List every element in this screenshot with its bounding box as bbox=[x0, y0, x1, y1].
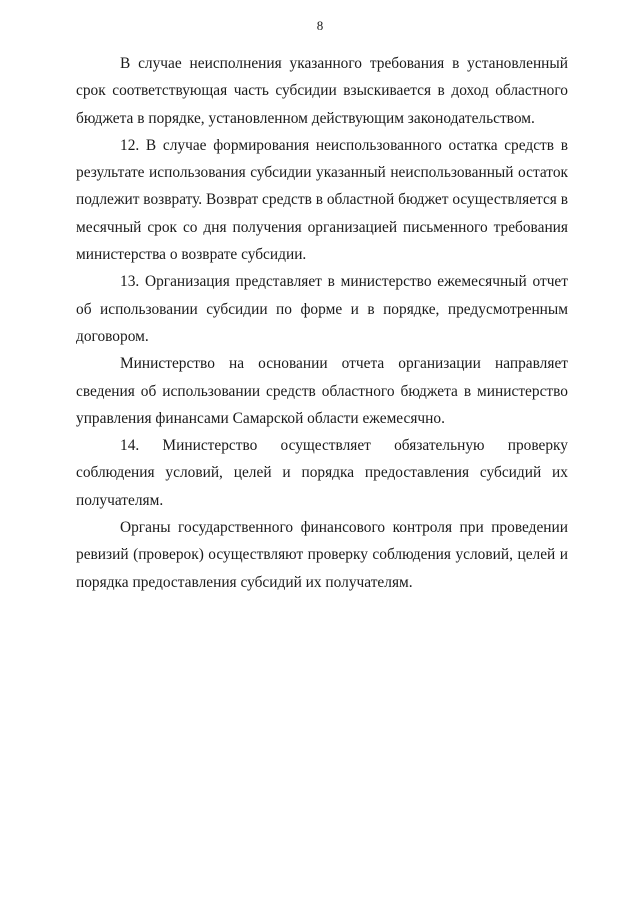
document-body bbox=[76, 50, 568, 596]
paragraph-refund-demand: В случае неисполнения указанного требования в установленный срок соответствующая часть субсидии взыскивается в доход областного бюджета в порядке, установленном действующим законодательством. bbox=[76, 55, 568, 127]
paragraph-financial-control: Органы государственного финансового контроля при проведении ревизий (проверок) осуществляют проверку соблюдения условий, целей и порядка предоставления субсидий их получателям. bbox=[76, 519, 568, 591]
page-number: 8 bbox=[316, 18, 324, 33]
paragraph-13-monthly-report: 13. Организация представляет в министерство ежемесячный отчет об использовании субсидии по форме и в порядке, предусмотренным договором. bbox=[76, 273, 568, 345]
paragraph-ministry-information: Министерство на основании отчета организации направляет сведения об использовании средств областного бюджета в министерство управления финансами Самарской области ежемесячно. bbox=[76, 355, 568, 427]
paragraph-14-compliance-check: 14. Министерство осуществляет обязательную проверку соблюдения условий, целей и порядка предоставления субсидий их получателям. bbox=[76, 437, 568, 509]
paragraph-12-unused-balance: 12. В случае формирования неиспользованного остатка средств в результате использования субсидии указанный неиспользованный остаток подлежит возврату. Возврат средств в областной бюджет осуществляется в месячный срок со дня получения организацией письменного требования министерства о возврате субсидии. bbox=[76, 136, 568, 264]
